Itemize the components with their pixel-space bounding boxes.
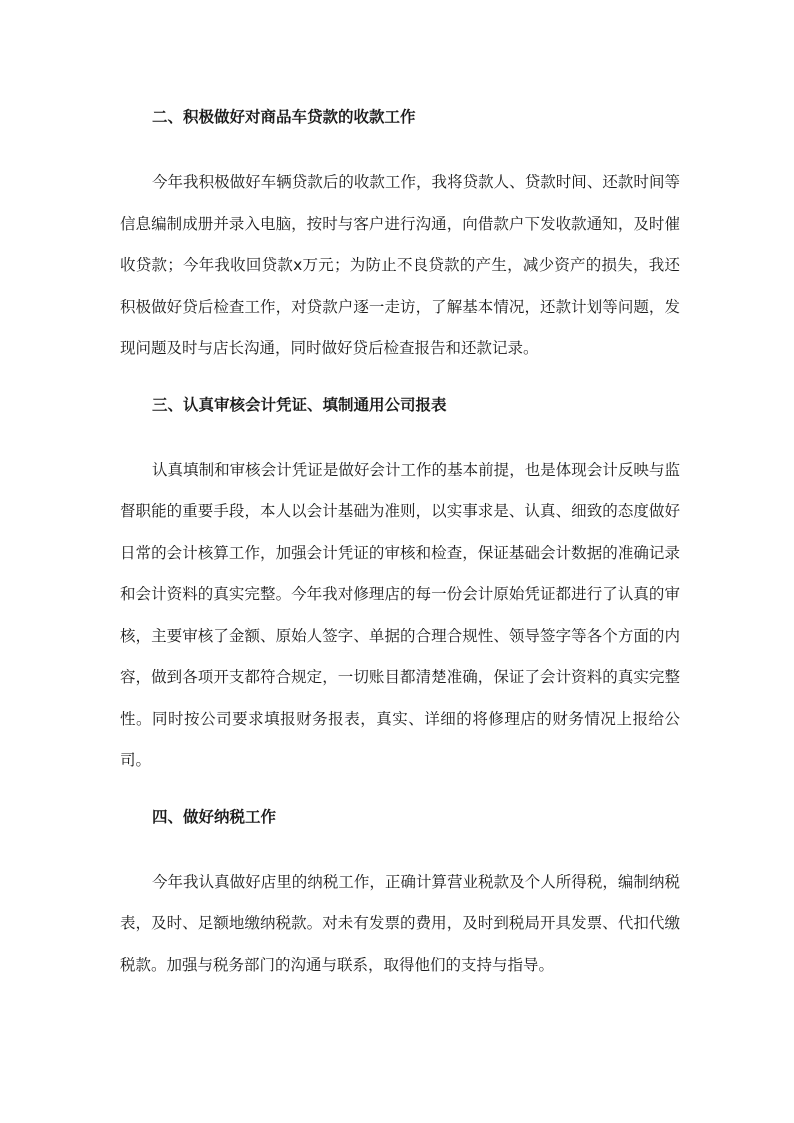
- section-heading-4: 四、做好纳税工作: [152, 807, 277, 826]
- section-paragraph-4: 今年我认真做好店里的纳税工作，正确计算营业税款及个人所得税，编制纳税表，及时、足额地缴纳税款。对未有发票的费用，及时到税局开具发票、代扣代缴税款。加强与税务部门的沟通与联系，取得他们的支持与指导。: [120, 872, 680, 974]
- section-heading-2: 二、积极做好对商品车贷款的收款工作: [152, 108, 416, 126]
- section-heading-3: 三、认真审核会计凭证、填制通用公司报表: [152, 395, 447, 414]
- section-paragraph-2: 今年我积极做好车辆贷款后的收款工作，我将贷款人、贷款时间、还款时间等信息编制成册并录入电脑，按时与客户进行沟通，向借款户下发收款通知，及时催收贷款；今年我收回贷款x万元；为防止不良贷款的产生，减少资产的损失，我还积极做好贷后检查工作，对贷款户逐一走访，了解基本情况，还款计划等问题，发现问题及时与店长沟通，同时做好贷后检查报告和还款记录。: [120, 173, 680, 357]
- section-paragraph-3: 认真填制和审核会计凭证是做好会计工作的基本前提，也是体现会计反映与监督职能的重要手段，本人以会计基础为准则，以实事求是、认真、细致的态度做好日常的会计核算工作，加强会计凭证的审核和检查，保证基础会计数据的准确记录和会计资料的真实完整。今年我对修理店的每一份会计原始凭证都进行了认真的审核，主要审核了金额、原始人签字、单据的合理合规性、领导签字等各个方面的内容，做到各项开支都符合规定，一切账目都清楚准确，保证了会计资料的真实完整性。同时按公司要求填报财务报表，真实、详细的将修理店的财务情况上报给公司。: [120, 460, 680, 769]
- document-body: [120, 100, 680, 986]
